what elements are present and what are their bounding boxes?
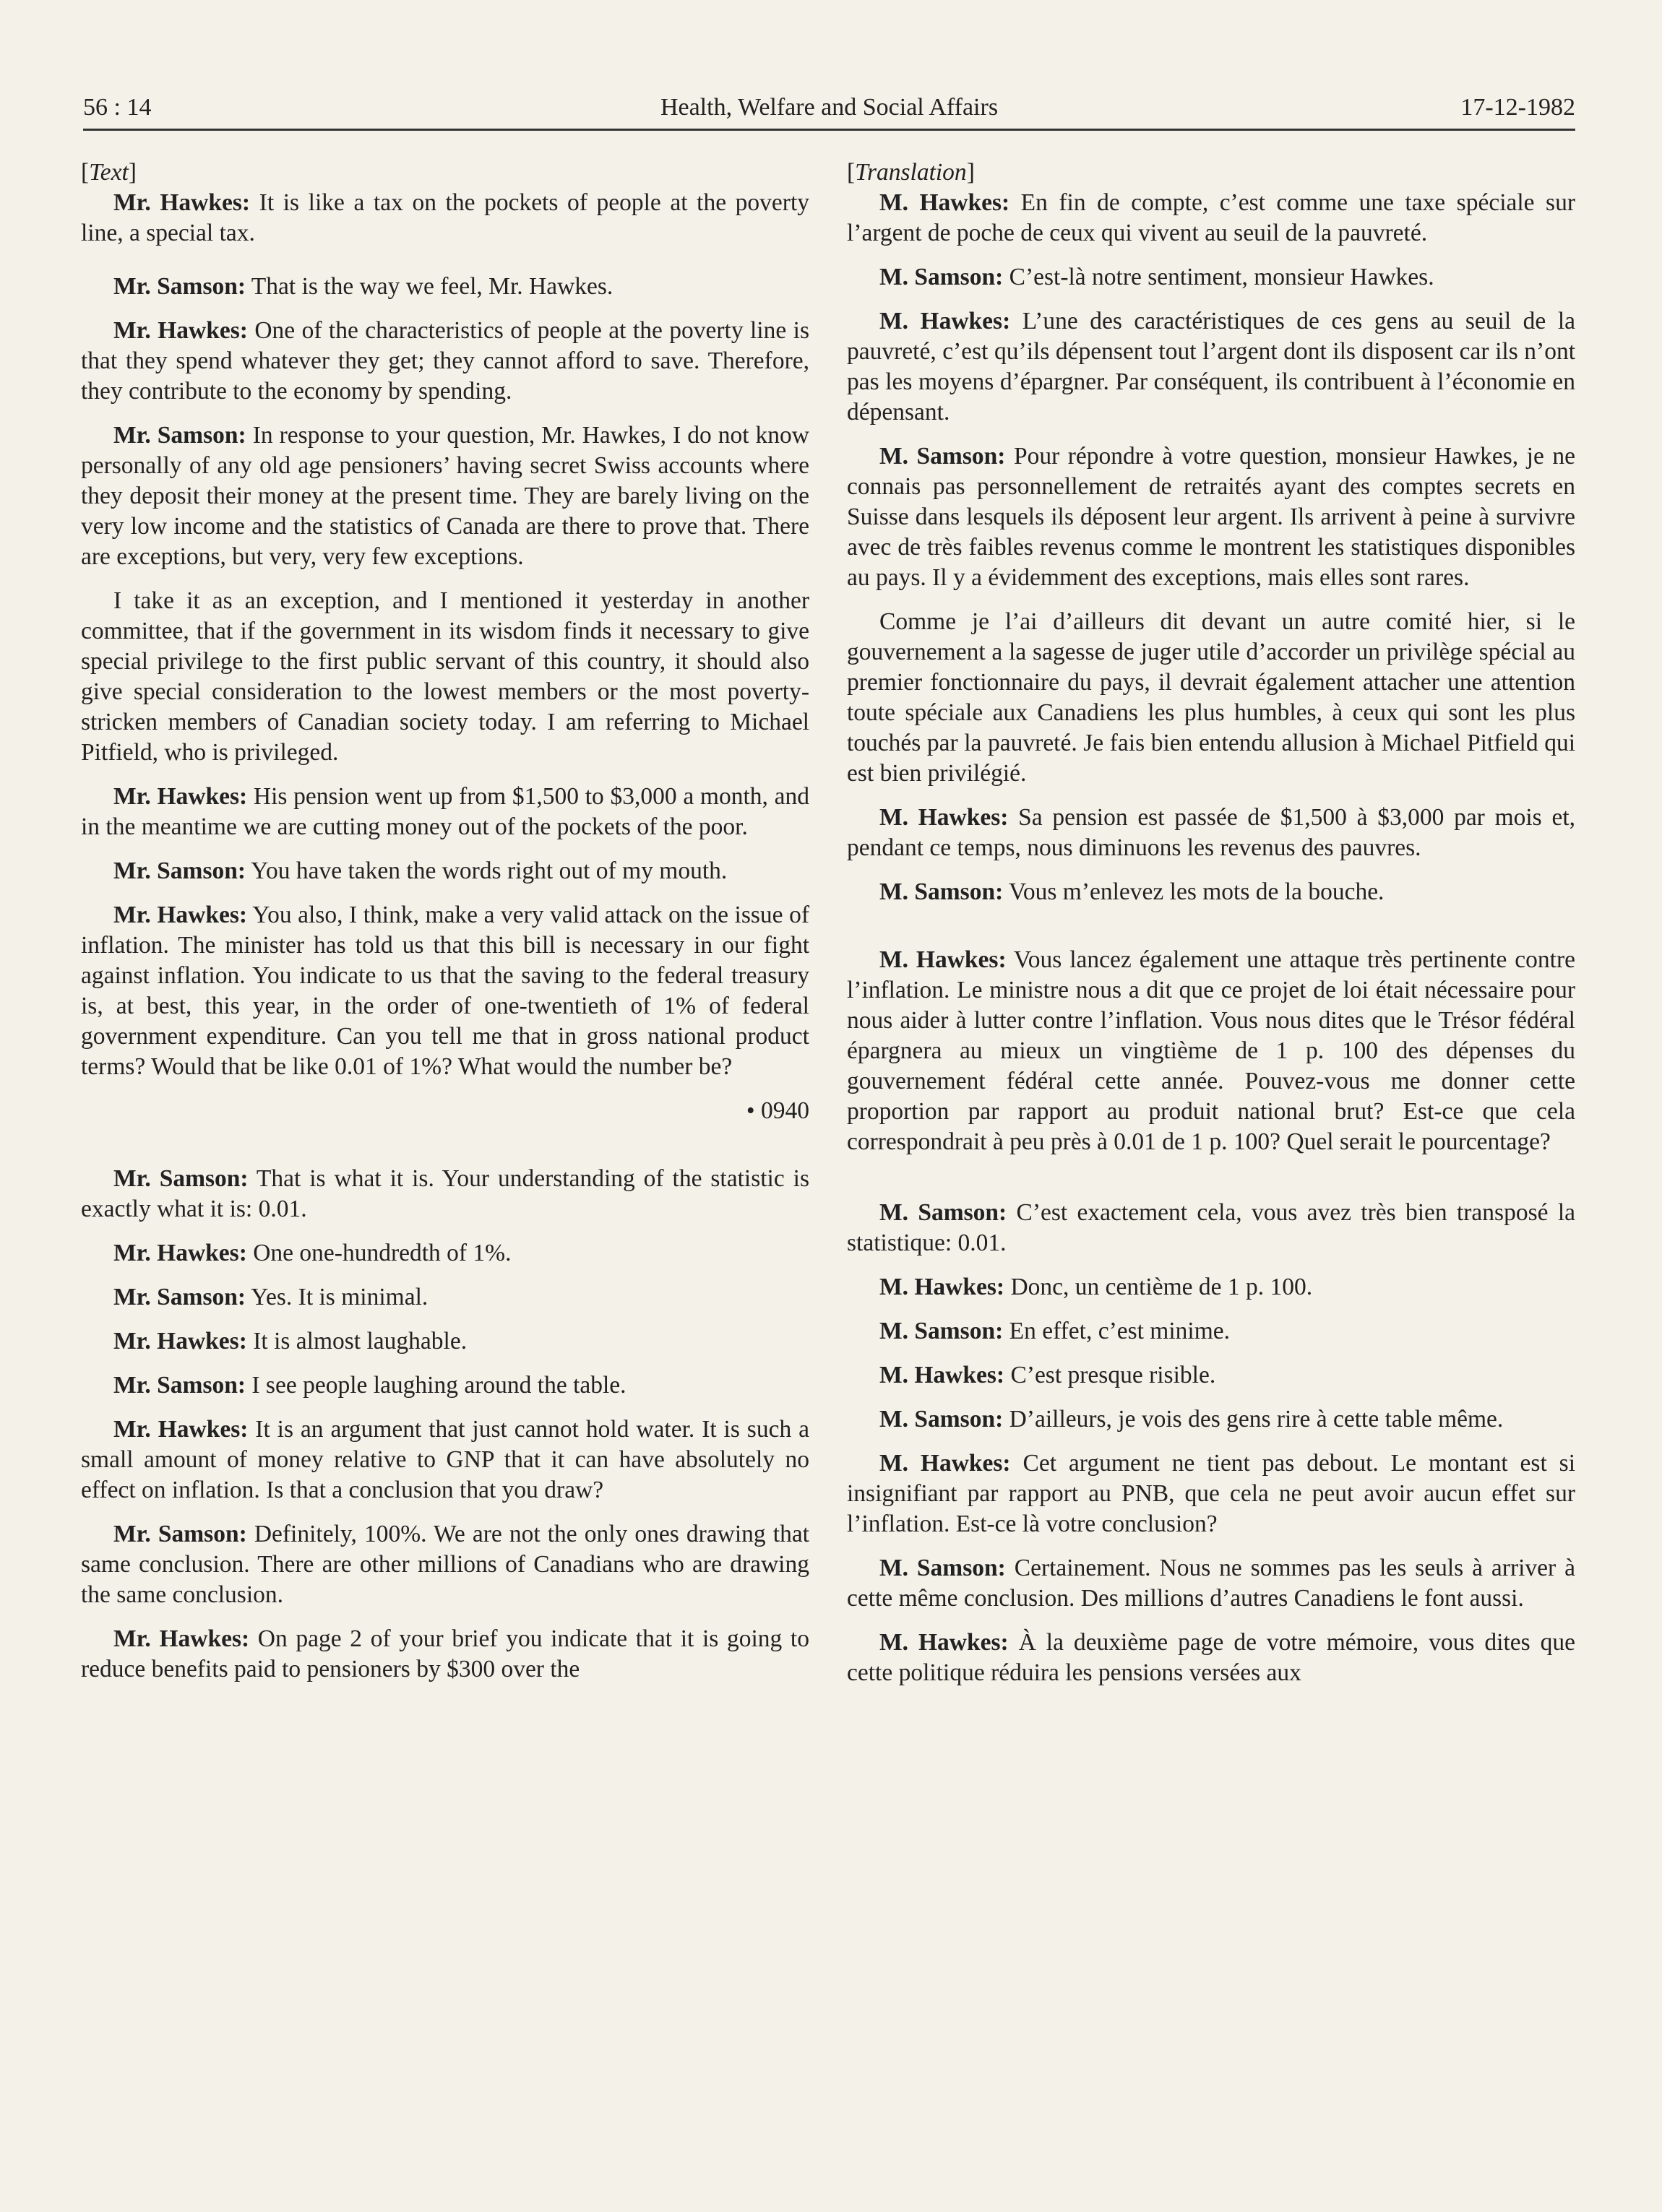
speech-text: It is almost laughable. (246, 1328, 468, 1355)
speech-text: You also, I think, make a very valid attack on the issue of inflation. The minister has told us that this bill is necessary in our fight against inflation. You indicate to us that the saving to the federal treasury is, at best, this year, in the order of one-twentieth of 1% of federal government expenditure. Can you tell me that in gross national product terms? Would that be like 0.01 of 1%? What would the number be? (81, 902, 809, 1080)
speech-paragraph (847, 188, 1575, 249)
speaker-name: Mr. Samson: (113, 1372, 246, 1399)
speech-text: That is what it is. Your understanding of the statistic is exactly what it is: 0.01. (81, 1165, 810, 1222)
speech-text: En effet, c’est minime. (1003, 1318, 1231, 1344)
speaker-name: Mr. Hawkes: (113, 1416, 249, 1443)
speaker-name: M. Hawkes: (879, 1629, 1009, 1656)
speaker-name: Mr. Hawkes: (113, 317, 248, 344)
english-paragraphs (81, 188, 809, 1082)
speech-text: Yes. It is minimal. (246, 1284, 429, 1310)
speech-paragraph (847, 262, 1575, 293)
speech-text: You have taken the words right out of my mouth. (246, 857, 728, 884)
speech-text: It is like a tax on the pockets of people at the poverty line, a special tax. (81, 189, 809, 246)
speech-paragraph (81, 586, 809, 768)
speech-paragraph (847, 1628, 1575, 1688)
speech-text: Vous m’enlevez les mots de la bouche. (1003, 878, 1385, 905)
speaker-name: Mr. Hawkes: (113, 783, 248, 810)
speaker-name: Mr. Samson: (113, 273, 246, 300)
speech-text: C’est-là notre sentiment, monsieur Hawkes. (1003, 264, 1434, 290)
speech-paragraph (847, 1553, 1575, 1614)
speech-paragraph (81, 1370, 809, 1401)
speech-text: It is an argument that just cannot hold water. It is such a small amount of money relative to GNP that it can have absolutely no effect on inflation. Is that a conclusion that you draw? (81, 1416, 809, 1503)
speaker-name: Mr. Hawkes: (113, 189, 251, 216)
speech-text: I see people laughing around the table. (246, 1372, 627, 1399)
page-header (83, 85, 1575, 131)
speech-paragraph (847, 1198, 1575, 1258)
speech-paragraph (81, 188, 809, 249)
speech-text: À la deuxième page de votre mémoire, vous dites que cette politique réduira les pensions versées aux (847, 1629, 1575, 1686)
speaker-name: M. Hawkes: (879, 804, 1009, 831)
speech-text: His pension went up from $1,500 to $3,000 a month, and in the meantime we are cutting money out of the pockets of the poor. (81, 783, 809, 840)
speech-paragraph (81, 1164, 809, 1224)
french-column (847, 157, 1575, 1702)
running-title: Health, Welfare and Social Affairs (660, 94, 999, 121)
speech-text: On page 2 of your brief you indicate that it is going to reduce benefits paid to pensioners by $300 over the (81, 1625, 809, 1682)
speech-text: Pour répondre à votre question, monsieur Hawkes, je ne connais pas personnellement de retraités ayant des comptes secrets en Suisse dans lesquels ils déposent leur argent. Ils arrivent à peine à survivre avec de très faibles revenus comme le montrent les statistiques disponibles au pays. Il y a évidemment des exceptions, mais elles sont rares. (847, 443, 1575, 591)
speech-paragraph (81, 1624, 809, 1685)
speaker-name: M. Samson: (879, 1406, 1004, 1433)
speech-paragraph (81, 1414, 809, 1505)
speech-text: Donc, un centième de 1 p. 100. (1004, 1274, 1313, 1300)
speaker-name: M. Hawkes: (879, 946, 1007, 973)
speaker-name: M. Samson: (879, 264, 1004, 290)
speaker-name: Mr. Samson: (113, 422, 246, 449)
speech-paragraph (847, 1448, 1575, 1539)
speech-text: Comme je l’ai d’ailleurs dit devant un autre comité hier, si le gouvernement a la sagesse de juger utile d’accorder un privilège spécial au premier fonctionnaire du pays, il devrait également attacher une attention toute spéciale aux Canadiens les plus humbles, à ceux qui sont les plus touchés par la pauvreté. Je fais bien entendu allusion à Michael Pitfield qui est bien privilégié. (847, 608, 1575, 787)
speech-paragraph (847, 803, 1575, 863)
speaker-name: Mr. Samson: (113, 1165, 249, 1192)
speech-paragraph (81, 316, 809, 407)
speech-paragraph (847, 1360, 1575, 1391)
speech-text: In response to your question, Mr. Hawkes, I do not know personally of any old age pensioners’ having secret Swiss accounts where they deposit their money at the present time. They are barely living on the very low income and the statistics of Canada are there to prove that. There are exceptions, but very, very few exceptions. (81, 422, 809, 570)
speech-paragraph (847, 1272, 1575, 1302)
speaker-name: M. Samson: (879, 1199, 1007, 1226)
page-date: 17-12-1982 (1460, 94, 1575, 121)
speech-paragraph (847, 1316, 1575, 1347)
language-tag-french: [Translation] (847, 159, 975, 186)
speech-text: C’est presque risible. (1004, 1362, 1216, 1388)
speaker-name: M. Samson: (879, 878, 1004, 905)
speech-text: Definitely, 100%. We are not the only ones drawing that same conclusion. There are other millions of Canadians who are drawing the same conclusion. (81, 1521, 809, 1608)
speaker-name: M. Hawkes: (879, 1274, 1005, 1300)
speaker-name: Mr. Hawkes: (113, 1328, 247, 1355)
speech-text: L’une des caractéristiques de ces gens au seuil de la pauvreté, c’est qu’ils dépensent tout l’argent dont ils disposent car ils n’ont pas les moyens d’épargner. Par conséquent, ils contribuent à l’économie en dépensant. (847, 308, 1575, 425)
speaker-name: Mr. Hawkes: (113, 902, 248, 928)
english-column (81, 157, 809, 1698)
speech-paragraph (847, 877, 1575, 907)
page-number: 56 : 14 (83, 94, 152, 121)
speaker-name: Mr. Hawkes: (113, 1625, 250, 1652)
speaker-name: M. Hawkes: (879, 1362, 1005, 1388)
speech-text: One one-hundredth of 1%. (246, 1240, 512, 1266)
speech-text: That is the way we feel, Mr. Hawkes. (246, 273, 613, 300)
speaker-name: M. Hawkes: (879, 308, 1011, 334)
speech-paragraph (847, 306, 1575, 428)
speaker-name: Mr. Samson: (113, 1284, 246, 1310)
speech-text: I take it as an exception, and I mentioned it yesterday in another committee, that if the government in its wisdom finds it necessary to give special privilege to the first public servant of this country, it should also give special consideration to the lowest members or the most poverty-stricken members of Canadian society today. I am referring to Michael Pitfield, who is privileged. (81, 587, 809, 766)
speech-paragraph (81, 1238, 809, 1269)
speech-paragraph (847, 945, 1575, 1157)
speech-text: Vous lancez également une attaque très pertinente contre l’inflation. Le ministre nous a dit que ce projet de loi était nécessaire pour nous aider à lutter contre l’inflation. Vous nous dites que le Trésor fédéral épargnera au mieux un vingtième de 1 p. 100 des dépenses du gouvernement fédéral cette année. Pouvez-vous me donner cette proportion par rapport au produit national brut? Est-ce que cela correspondrait à peu près à 0.01 de 1 p. 100? Quel serait le pourcentage? (847, 946, 1575, 1155)
speech-paragraph (81, 272, 809, 302)
speech-paragraph (81, 782, 809, 842)
speech-paragraph (81, 856, 809, 886)
french-paragraphs (847, 188, 1575, 1688)
speaker-name: M. Samson: (879, 443, 1006, 470)
english-paragraphs-continued (81, 1164, 809, 1685)
speaker-name: M. Samson: (879, 1555, 1006, 1581)
speech-paragraph (81, 1326, 809, 1357)
speaker-name: M. Samson: (879, 1318, 1004, 1344)
speech-text: Certainement. Nous ne sommes pas les seuls à arriver à cette même conclusion. Des millions d’autres Canadiens le font aussi. (847, 1555, 1575, 1612)
speaker-name: Mr. Hawkes: (113, 1240, 247, 1266)
speech-text: D’ailleurs, je vois des gens rire à cette table même. (1003, 1406, 1504, 1433)
speech-text: Cet argument ne tient pas debout. Le montant est si insignifiant par rapport au PNB, que cela ne peut avoir aucun effet sur l’inflation. Est-ce là votre conclusion? (847, 1450, 1575, 1537)
speech-text: C’est exactement cela, vous avez très bien transposé la statistique: 0.01. (847, 1199, 1575, 1256)
speech-paragraph (847, 607, 1575, 789)
speech-text: Sa pension est passée de $1,500 à $3,000 par mois et, pendant ce temps, nous diminuons les revenus des pauvres. (847, 804, 1576, 861)
speaker-name: Mr. Samson: (113, 1521, 247, 1547)
speech-paragraph (81, 1282, 809, 1313)
speech-paragraph (81, 1519, 809, 1610)
speech-text: En fin de compte, c’est comme une taxe spéciale sur l’argent de poche de ceux qui vivent au seuil de la pauvreté. (847, 189, 1575, 246)
time-marker: • 0940 (746, 1097, 809, 1124)
speech-paragraph (81, 900, 809, 1082)
speaker-name: M. Hawkes: (879, 1450, 1011, 1477)
speech-text: One of the characteristics of people at the poverty line is that they spend whatever they get; they cannot afford to save. Therefore, they contribute to the economy by spending. (81, 317, 809, 405)
speaker-name: Mr. Samson: (113, 857, 246, 884)
language-tag-english: [Text] (81, 159, 137, 186)
speech-paragraph (847, 1404, 1575, 1435)
speech-paragraph (81, 420, 809, 572)
speaker-name: M. Hawkes: (879, 189, 1010, 216)
speech-paragraph (847, 441, 1575, 593)
